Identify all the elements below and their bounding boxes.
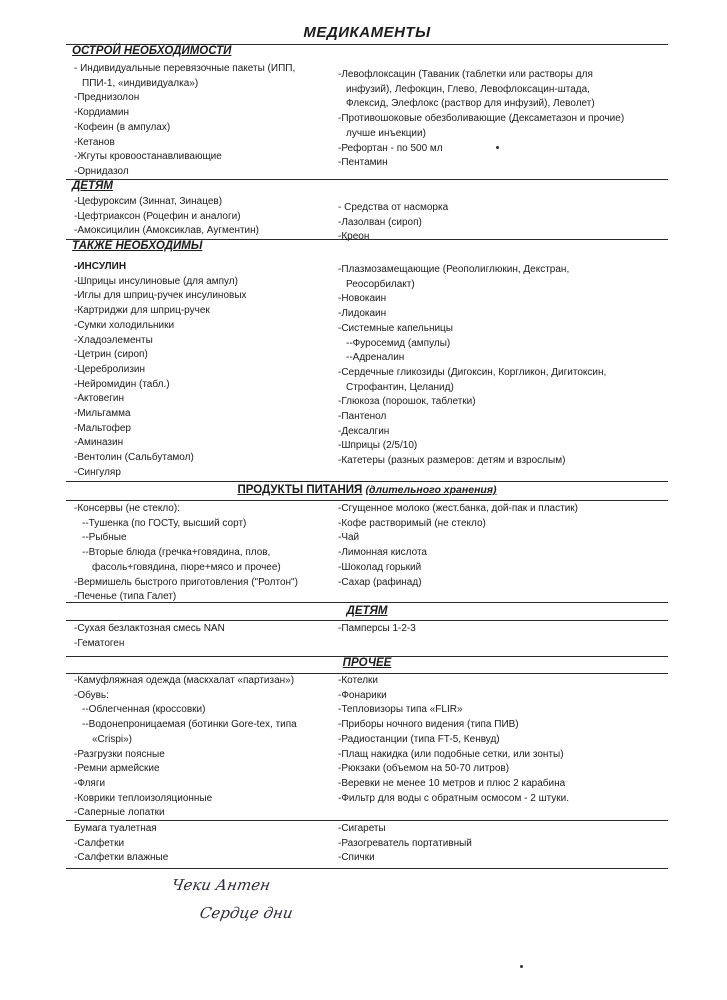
list-item: -Плащ накидка (или подобные сетки, или зонты) (338, 748, 564, 760)
list-item: -Аминазин (74, 437, 124, 449)
list-item: -Сумки холодильники (74, 319, 175, 331)
list-item: -Цетрин (сироп) (74, 349, 148, 361)
divider (66, 820, 668, 821)
list-item: -Церебролизин (74, 363, 146, 375)
list-item: -Ремни армейские (74, 763, 160, 775)
section-heading-urgent: ОСТРОЙ НЕОБХОДИМОСТИ (72, 45, 232, 57)
list-item: -Дексалгин (338, 425, 390, 437)
list-item: -Жгуты кровоостанавливающие (74, 151, 222, 163)
list-other-left (74, 674, 342, 821)
list-item: -Чай (338, 532, 360, 544)
list-item: -Системные капельницы (338, 322, 453, 334)
list-item: -Консервы (не стекло): (74, 503, 180, 514)
list-item: -Креон (338, 231, 370, 243)
handwritten-note-1: Чеки Антен (170, 876, 272, 894)
section-heading-food: ПРОДУКТЫ ПИТАНИЯ (237, 484, 363, 496)
stray-mark (496, 146, 499, 149)
divider (66, 179, 668, 180)
list-item: -Цефуроксим (Зиннат, Зинацев) (74, 196, 223, 207)
list-item: -Глюкоза (порошок, таблетки) (338, 396, 476, 408)
list-children-food-left (74, 622, 342, 651)
list-item: Реосорбилакт) (346, 278, 415, 290)
list-item: -Спички (338, 852, 375, 864)
list-item: --Рыбные (82, 532, 127, 544)
list-item: -Рефортан - по 500 мл (338, 142, 443, 154)
list-item: -Противошоковые обезболивающие (Дексаметазон и прочие) (338, 113, 625, 125)
list-item: -Салфетки влажные (74, 852, 169, 864)
list-item: -Хладоэлементы (74, 334, 153, 346)
divider (66, 602, 668, 603)
list-item: -Новокаин (338, 293, 387, 305)
list-food-right (338, 502, 662, 590)
list-item: лучше инъекции) (346, 127, 426, 139)
list-children-food-right (338, 622, 662, 637)
list-item: -Кордиамин (74, 107, 130, 119)
page-title: МЕДИКАМЕНТЫ (303, 24, 431, 41)
list-food-left (74, 502, 342, 605)
list-item: -Преднизолон (74, 92, 140, 104)
list-item: -Цефтриаксон (Роцефин и аналоги) (74, 210, 241, 222)
list-item: -Памперсы 1-2-3 (338, 623, 416, 634)
list-urgent-left (74, 62, 342, 180)
list-item: -Фляги (74, 777, 106, 789)
list-item: -Сингуляр (74, 466, 121, 478)
list-item: -Приборы ночного видения (типа ПИВ) (338, 719, 519, 731)
list-item: -Лидокаин (338, 308, 387, 320)
list-item: -Мильгамма (74, 408, 131, 420)
list-item: -Саперные лопатки (74, 807, 165, 819)
section-heading-food-note: (длительного хранения) (365, 484, 497, 496)
list-item: -Шоколад горький (338, 561, 422, 573)
section-heading-also-needed: ТАКЖЕ НЕОБХОДИМЫ (72, 240, 203, 252)
list-item: -Разогреватель портативный (338, 837, 472, 849)
list-item: -Иглы для шприц-ручек инсулиновых (74, 290, 247, 302)
list-item: -Рюкзаки (объемом на 50-70 литров) (338, 763, 510, 775)
list-item: -Мальтофер (74, 422, 131, 434)
list-item: -Фильтр для воды с обратным осмосом - 2 штуки. (338, 792, 570, 804)
list-item: -Сигареты (338, 823, 386, 834)
list-item: -Сердечные гликозиды (Дигоксин, Коргликон, Дигитоксин, (338, 366, 607, 378)
list-item: -Салфетки (74, 837, 125, 849)
list-item: -Амоксицилин (Амоксиклав, Аугментин) (74, 225, 259, 237)
list-item: -Левофлоксацин (Таваник (таблетки или растворы для (338, 69, 593, 80)
list-item: -Кофеин (в ампулах) (74, 121, 171, 133)
list-item: --Фуросемид (ампулы) (346, 337, 451, 349)
list-item: -Лимонная кислота (338, 547, 427, 559)
list-item: - Индивидуальные перевязочные пакеты (ИПП, (74, 63, 296, 74)
list-item: -Вермишель быстрого приготовления ("Ролтон") (74, 576, 298, 588)
list-item: -Шприцы (2/5/10) (338, 440, 418, 452)
list-item: -Печенье (типа Галет) (74, 591, 177, 603)
list-item: -Шприцы инсулиновые (для ампул) (74, 275, 238, 287)
list-item: фасоль+говядина, пюре+мясо и прочее) (92, 561, 281, 573)
section-heading-children: ДЕТЯМ (72, 180, 113, 192)
list-urgent-right (338, 68, 662, 171)
list-other-extra-left (74, 822, 342, 866)
list-item: -Плазмозамещающие (Реополиглюкин, Декстран, (338, 264, 570, 275)
document-sheet (66, 22, 668, 871)
list-item: -ИНСУЛИН (74, 261, 127, 272)
list-item: -Сгущенное молоко (жест.банка, дой-пак и пластик) (338, 503, 578, 514)
section-heading-children-food: ДЕТЯМ (346, 605, 388, 617)
section-heading-food-wrap (66, 484, 668, 496)
list-item: -Веревки не менее 10 метров и плюс 2 карабина (338, 777, 566, 789)
list-item: -Лазолван (сироп) (338, 216, 422, 228)
list-item: -Тепловизоры типа «FLIR» (338, 704, 463, 716)
list-item: -Гематоген (74, 637, 125, 649)
divider (66, 500, 668, 501)
list-item: -Котелки (338, 675, 378, 686)
list-item: --Облегченная (кроссовки) (82, 704, 206, 716)
stray-mark (520, 965, 523, 968)
list-also-left (74, 260, 342, 481)
section-heading-other: ПРОЧЕЕ (342, 657, 392, 669)
list-item: -Кетанов (74, 136, 115, 148)
handwritten-note-2: Сердце дни (198, 904, 295, 922)
list-item: -Пентамин (338, 157, 388, 169)
list-item: «Crispi») (92, 733, 133, 745)
list-item: -Сахар (рафинад) (338, 576, 422, 588)
list-item: -Вентолин (Сальбутамол) (74, 452, 194, 464)
list-item: ППИ-1, «индивидуалка») (82, 77, 199, 89)
list-item: --Водонепроницаемая (ботинки Gore-tex, типа (82, 719, 297, 731)
list-item: -Сухая безлактозная смесь NAN (74, 623, 225, 634)
list-item: -Разгрузки поясные (74, 748, 165, 760)
list-item: -Фонарики (338, 689, 387, 701)
list-item: - Средства от насморка (338, 202, 449, 213)
list-item: --Вторые блюда (гречка+говядина, плов, (82, 547, 271, 559)
list-children-left (74, 195, 342, 239)
list-item: -Радиостанции (типа FT-5, Кенвуд) (338, 733, 500, 745)
divider (66, 868, 668, 869)
list-other-right (338, 674, 662, 806)
list-item: -Камуфляжная одежда (маскхалат «партизан») (74, 675, 295, 686)
list-item: Строфантин, Целанид) (346, 381, 454, 393)
list-item: -Нейромидин (табл.) (74, 378, 170, 390)
list-other-extra-right (338, 822, 662, 866)
list-item: -Катетеры (разных размеров: детям и взрослым) (338, 455, 566, 467)
divider (66, 620, 668, 621)
list-item: -Обувь: (74, 689, 109, 701)
list-item: -Коврики теплоизоляционные (74, 792, 213, 804)
list-item: Флексид, Элефлокс (раствор для инфузий), Леволет) (346, 98, 595, 110)
divider (66, 481, 668, 482)
list-item: -Орнидазол (74, 165, 129, 177)
list-item: -Актовегин (74, 393, 125, 405)
list-item: инфузий), Лефокцин, Глево, Левофлоксацин-штада, (346, 83, 590, 95)
list-also-right (338, 263, 662, 469)
list-item: --Адреналин (346, 352, 405, 364)
list-item: -Картриджи для шприц-ручек (74, 305, 210, 317)
list-item: --Тушенка (по ГОСТу, высший сорт) (82, 517, 247, 529)
list-item: Бумага туалетная (74, 823, 157, 834)
list-item: -Кофе растворимый (не стекло) (338, 517, 486, 529)
list-item: -Пантенол (338, 411, 387, 423)
